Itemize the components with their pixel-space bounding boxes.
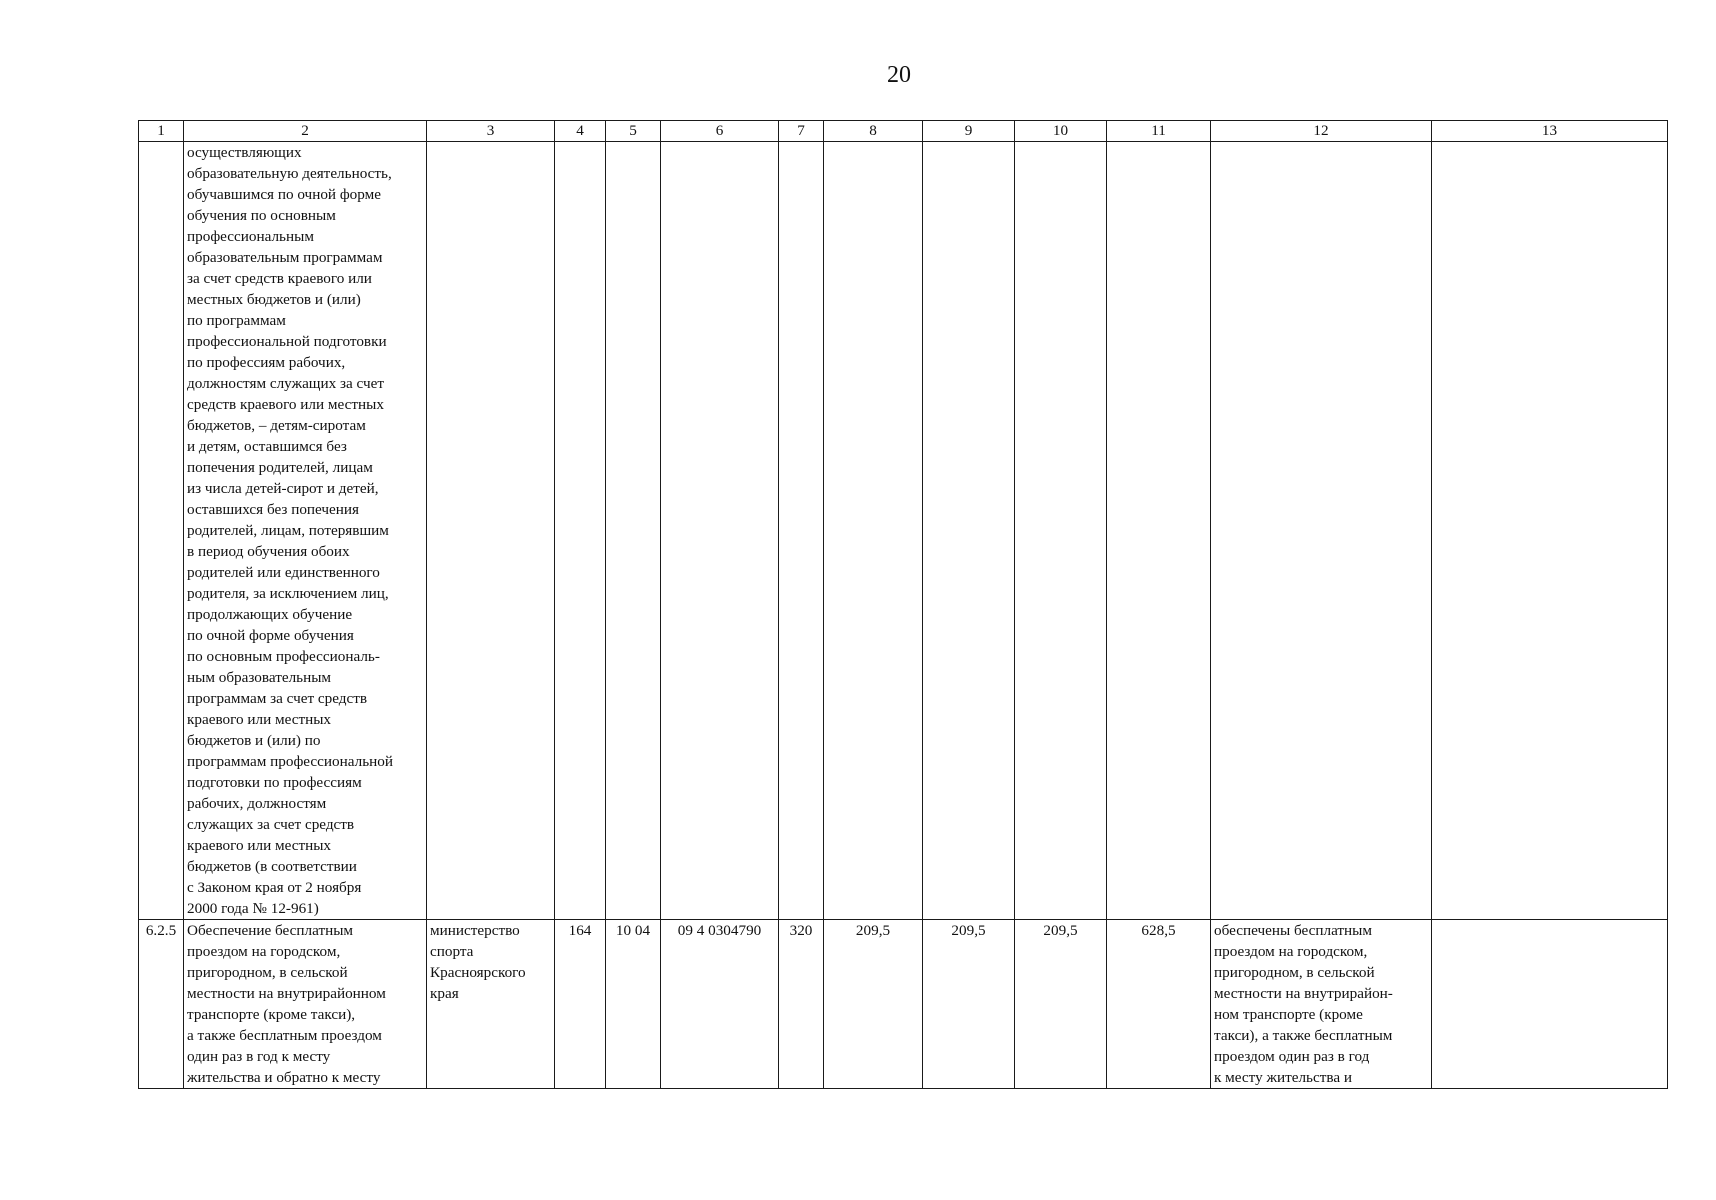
empty-cell [1432,142,1668,920]
expected-result-cell: обеспечены бесплатным проездом на городском, пригородном, в сельской местности на внутрирайон- ном транспорте (кроме такси), а также бесплатным проездом один раз в год к месту жительства и [1211,920,1432,1089]
expense-type-cell: 320 [779,920,824,1089]
header-cell: 2 [184,121,427,142]
empty-cell [1432,920,1668,1089]
empty-cell [606,142,661,920]
header-cell: 7 [779,121,824,142]
target-code-cell: 09 4 0304790 [661,920,779,1089]
table-row [139,920,1668,1089]
empty-cell [427,142,555,920]
empty-cell [923,142,1015,920]
header-cell: 3 [427,121,555,142]
header-row [139,121,1668,142]
amount-cell: 209,5 [1015,920,1107,1089]
header-cell: 9 [923,121,1015,142]
header-cell: 8 [824,121,923,142]
empty-cell [1211,142,1432,920]
continuation-description-cell: осуществляющих образовательную деятельность, обучавшимся по очной форме обучения по основным профессиональным образовательным программам за счет средств краевого или местных бюджетов и (или) по программам профессиональной подготовки по профессиям рабочих, должностям служащих за счет средств краевого или местных бюджетов, – детям-сиротам и детям, оставшимся без попечения родителей, лицам из числа детей-сирот и детей, оставшихся без попечения родителей, лицам, потерявшим в период обучения обоих родителей или единственного родителя, за исключением лиц, продолжающих обучение по очной форме обучения по основным профессиональ- ным образовательным программам за счет средств краевого или местных бюджетов и (или) по программам профессиональной подготовки по профессиям рабочих, должностям служащих за счет средств краевого или местных бюджетов (в соответствии с Законом края от 2 ноября 2000 года № 12-961) [184,142,427,920]
empty-cell [555,142,606,920]
empty-cell [139,142,184,920]
empty-cell [779,142,824,920]
row-number-cell: 6.2.5 [139,920,184,1089]
total-amount-cell: 628,5 [1107,920,1211,1089]
empty-cell [661,142,779,920]
empty-cell [824,142,923,920]
amount-cell: 209,5 [923,920,1015,1089]
amount-cell: 209,5 [824,920,923,1089]
empty-cell [1015,142,1107,920]
budget-table [138,120,1668,1089]
measure-name-cell: Обеспечение бесплатным проездом на городском, пригородном, в сельской местности на внутрирайонном транспорте (кроме такси), а также бесплатным проездом один раз в год к месту жительства и обратно к месту [184,920,427,1089]
code-cell: 164 [555,920,606,1089]
header-cell: 12 [1211,121,1432,142]
header-cell: 13 [1432,121,1668,142]
header-cell: 6 [661,121,779,142]
header-cell: 5 [606,121,661,142]
section-code-cell: 10 04 [606,920,661,1089]
continuation-row [139,142,1668,920]
header-cell: 10 [1015,121,1107,142]
empty-cell [1107,142,1211,920]
administrator-cell: министерство спорта Красноярского края [427,920,555,1089]
header-cell: 1 [139,121,184,142]
header-cell: 11 [1107,121,1211,142]
page-number: 20 [887,62,911,88]
header-cell: 4 [555,121,606,142]
